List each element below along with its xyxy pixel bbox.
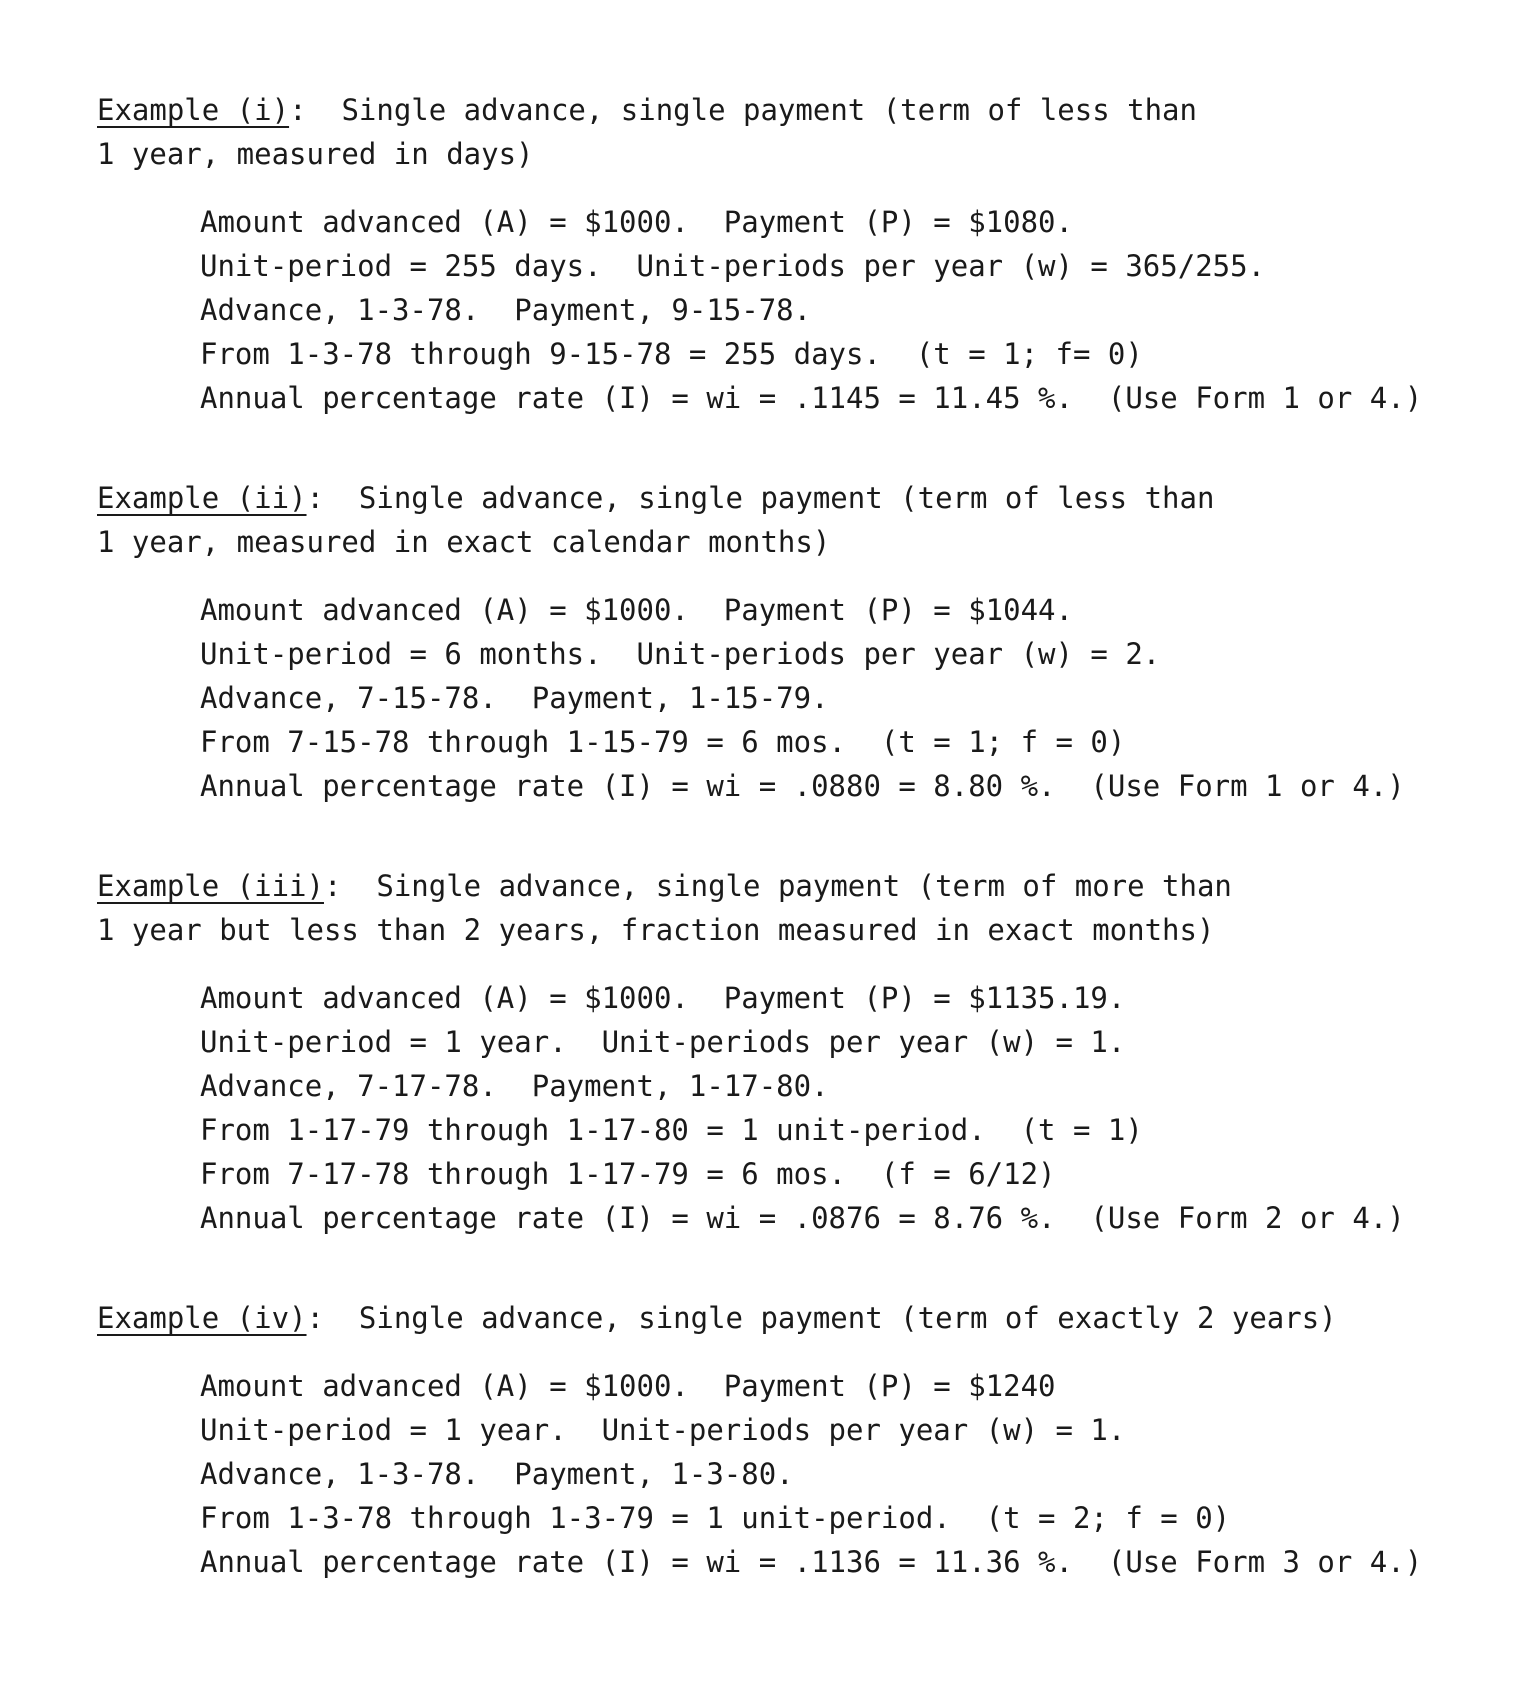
dates-line: Advance, 7-17-78. Payment, 1-17-80. (200, 1069, 829, 1103)
heading-colon: : (323, 869, 342, 903)
term-line: From 7-15-78 through 1-15-79 = 6 mos. (t = 1; f = 0) (200, 725, 1126, 759)
unit-period-line: Unit-period = 1 year. Unit-periods per year (w) = 1. (200, 1025, 1126, 1059)
dates-line: Advance, 1-3-78. Payment, 9-15-78. (200, 293, 812, 327)
example-body (97, 976, 1497, 1240)
term-line: From 1-3-78 through 9-15-78 = 255 days. (t = 1; f= 0) (200, 337, 1143, 371)
amount-line: Amount advanced (A) = $1000. Payment (P) = $1135.19. (200, 981, 1126, 1015)
apr-line: Annual percentage rate (I) = wi = .1136 = 11.36 %. (Use Form 3 or 4.) (200, 1545, 1423, 1579)
heading-continuation: 1 year, measured in days) (97, 137, 534, 171)
heading-continuation: 1 year, measured in exact calendar months) (97, 525, 831, 559)
apr-line: Annual percentage rate (I) = wi = .0876 = 8.76 %. (Use Form 2 or 4.) (200, 1201, 1405, 1235)
heading-colon: : (306, 481, 324, 515)
example-body (97, 200, 1497, 420)
dates-line: Advance, 7-15-78. Payment, 1-15-79. (200, 681, 829, 715)
heading-continuation: 1 year but less than 2 years, fraction measured in exact months) (97, 913, 1215, 947)
example-label: Example (ii) (97, 481, 307, 515)
heading-text: Single advance, single payment (term of more than (341, 869, 1232, 903)
amount-line: Amount advanced (A) = $1000. Payment (P) = $1240 (200, 1369, 1056, 1403)
heading-text: Single advance, single payment (term of less than (306, 93, 1197, 127)
heading-text: Single advance, single payment (term of exactly 2 years) (323, 1301, 1337, 1335)
example-heading (97, 88, 1497, 132)
unit-period-line: Unit-period = 255 days. Unit-periods per year (w) = 365/255. (200, 249, 1266, 283)
term-line: From 1-3-78 through 1-3-79 = 1 unit-period. (t = 2; f = 0) (200, 1501, 1231, 1535)
example-ii (97, 476, 1497, 808)
example-label: Example (i) (97, 93, 290, 127)
unit-period-line: Unit-period = 1 year. Unit-periods per year (w) = 1. (200, 1413, 1126, 1447)
dates-line: Advance, 1-3-78. Payment, 1-3-80. (200, 1457, 794, 1491)
heading-text: Single advance, single payment (term of less than (323, 481, 1215, 515)
heading-colon: : (306, 1301, 324, 1335)
example-label: Example (iii) (97, 869, 324, 903)
heading-colon: : (289, 93, 307, 127)
example-i (97, 88, 1497, 420)
amount-line: Amount advanced (A) = $1000. Payment (P) = $1044. (200, 593, 1073, 627)
fraction-line: From 7-17-78 through 1-17-79 = 6 mos. (f = 6/12) (200, 1157, 1056, 1191)
apr-line: Annual percentage rate (I) = wi = .0880 = 8.80 %. (Use Form 1 or 4.) (200, 769, 1405, 803)
amount-line: Amount advanced (A) = $1000. Payment (P) = $1080. (200, 205, 1073, 239)
example-heading (97, 476, 1497, 520)
unit-period-line: Unit-period = 6 months. Unit-periods per year (w) = 2. (200, 637, 1161, 671)
example-label: Example (iv) (97, 1301, 307, 1335)
term-line: From 1-17-79 through 1-17-80 = 1 unit-period. (t = 1) (200, 1113, 1143, 1147)
example-body (97, 1364, 1497, 1584)
example-iv (97, 1296, 1497, 1584)
example-heading (97, 864, 1497, 908)
example-heading (97, 1296, 1497, 1340)
document-page (97, 88, 1497, 1584)
example-body (97, 588, 1497, 808)
apr-line: Annual percentage rate (I) = wi = .1145 = 11.45 %. (Use Form 1 or 4.) (200, 381, 1423, 415)
example-iii (97, 864, 1497, 1240)
